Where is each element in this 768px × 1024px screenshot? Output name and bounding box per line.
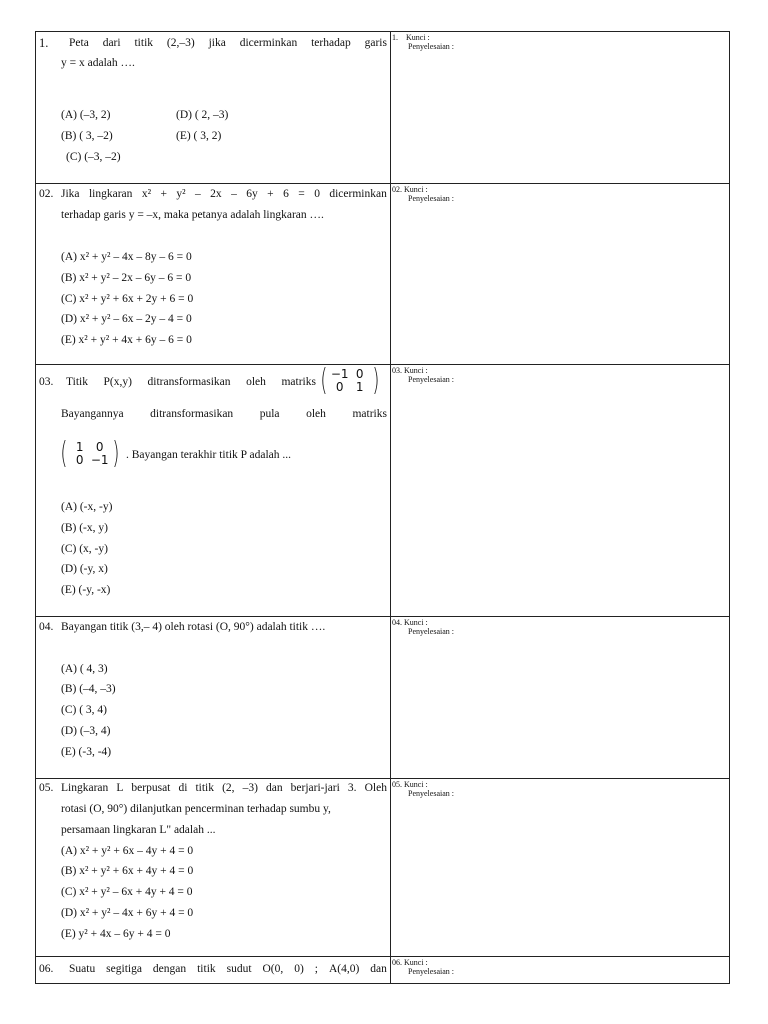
solution-label: Penyelesaian : bbox=[408, 789, 454, 798]
option-b: (B) ( 3, –2) bbox=[61, 130, 113, 142]
question-cell bbox=[36, 32, 391, 183]
answer-number: 05. bbox=[392, 780, 402, 789]
key-label: Kunci : bbox=[406, 33, 430, 42]
option-e: (E) ( 3, 2) bbox=[176, 130, 222, 142]
question-table bbox=[35, 31, 730, 984]
option-c: (C) x² + y² – 6x + 4y + 4 = 0 bbox=[61, 886, 193, 898]
matrix-cell: 1 bbox=[355, 380, 364, 394]
answer-cell bbox=[391, 957, 729, 984]
question-row bbox=[36, 778, 729, 956]
option-e: (E) x² + y² + 4x + 6y – 6 = 0 bbox=[61, 334, 192, 346]
matrix-cell: 0 bbox=[335, 380, 344, 394]
matrix-cell: 1 bbox=[75, 440, 84, 454]
option-d: (D) (–3, 4) bbox=[61, 725, 111, 737]
question-text: y = x adalah …. bbox=[61, 57, 135, 69]
question-row bbox=[36, 183, 729, 364]
question-number: 06. bbox=[39, 963, 54, 975]
question-text: Titik P(x,y) ditransformasikan oleh matriks bbox=[66, 376, 316, 388]
question-number: 04. bbox=[39, 621, 54, 633]
matrix-2: ( 1 0 0 −1 ) bbox=[60, 436, 120, 471]
question-text: . Bayangan terakhir titik P adalah ... bbox=[126, 449, 291, 461]
option-c: (C) (–3, –2) bbox=[66, 151, 121, 163]
option-d: (D) ( 2, –3) bbox=[176, 109, 229, 121]
question-number: 05. bbox=[39, 782, 54, 794]
question-text: Lingkaran L berpusat di titik (2, –3) dan berjari-jari 3. Oleh bbox=[61, 782, 387, 794]
question-cell bbox=[36, 617, 391, 778]
question-row bbox=[36, 364, 729, 616]
solution-label: Penyelesaian : bbox=[408, 42, 454, 51]
answer-number: 06. bbox=[392, 958, 402, 967]
option-b: (B) x² + y² + 6x + 4y + 4 = 0 bbox=[61, 865, 194, 877]
question-row bbox=[36, 956, 729, 984]
solution-label: Penyelesaian : bbox=[408, 967, 454, 976]
question-text: Bayangannya ditransformasikan pula oleh matriks bbox=[61, 408, 387, 420]
question-text: terhadap garis y = –x, maka petanya adalah lingkaran …. bbox=[61, 209, 324, 221]
option-c: (C) x² + y² + 6x + 2y + 6 = 0 bbox=[61, 293, 194, 305]
question-row bbox=[36, 32, 729, 183]
question-row bbox=[36, 616, 729, 778]
option-b: (B) (–4, –3) bbox=[61, 683, 116, 695]
answer-number: 1. bbox=[392, 33, 398, 42]
answer-cell bbox=[391, 617, 729, 778]
option-e: (E) (-3, -4) bbox=[61, 746, 112, 758]
matrix-cell: 0 bbox=[95, 440, 104, 454]
matrix-cell: −1 bbox=[90, 453, 109, 467]
matrix-cell: 0 bbox=[355, 367, 364, 381]
question-number: 1. bbox=[39, 36, 49, 50]
key-label: Kunci : bbox=[404, 780, 428, 789]
question-text: rotasi (O, 90°) dilanjutkan pencerminan terhadap sumbu y, bbox=[61, 803, 331, 815]
answer-cell bbox=[391, 32, 729, 183]
matrix-1: ( −1 0 0 1 ) bbox=[320, 363, 380, 398]
answer-number: 02. bbox=[392, 185, 402, 194]
option-a: (A) (–3, 2) bbox=[61, 109, 111, 121]
matrix-cell: −1 bbox=[330, 367, 349, 381]
option-e: (E) (-y, -x) bbox=[61, 584, 111, 596]
key-label: Kunci : bbox=[404, 185, 428, 194]
option-c: (C) (x, -y) bbox=[61, 543, 108, 555]
option-c: (C) ( 3, 4) bbox=[61, 704, 107, 716]
question-text: Suatu segitiga dengan titik sudut O(0, 0) ; A(4,0) dan bbox=[69, 963, 387, 975]
question-cell bbox=[36, 365, 391, 616]
option-b: (B) x² + y² – 2x – 6y – 6 = 0 bbox=[61, 272, 192, 284]
question-cell bbox=[36, 957, 391, 984]
question-cell bbox=[36, 184, 391, 364]
key-label: Kunci : bbox=[404, 366, 428, 375]
solution-label: Penyelesaian : bbox=[408, 375, 454, 384]
answer-cell bbox=[391, 184, 729, 364]
question-text: Peta dari titik (2,–3) jika dicerminkan terhadap garis bbox=[69, 37, 387, 49]
question-text: Bayangan titik (3,– 4) oleh rotasi (O, 90°) adalah titik …. bbox=[61, 621, 326, 633]
answer-number: 03. bbox=[392, 366, 402, 375]
option-a: (A) x² + y² – 4x – 8y – 6 = 0 bbox=[61, 251, 192, 263]
solution-label: Penyelesaian : bbox=[408, 627, 454, 636]
option-d: (D) (-y, x) bbox=[61, 563, 108, 575]
solution-label: Penyelesaian : bbox=[408, 194, 454, 203]
question-text: persamaan lingkaran L" adalah ... bbox=[61, 824, 216, 836]
question-number: 02. bbox=[39, 188, 54, 200]
question-number: 03. bbox=[39, 376, 54, 388]
answer-cell bbox=[391, 779, 729, 956]
option-d: (D) x² + y² – 6x – 2y – 4 = 0 bbox=[61, 313, 192, 325]
matrix-cell: 0 bbox=[75, 453, 84, 467]
question-text: Jika lingkaran x² + y² – 2x – 6y + 6 = 0 dicerminkan bbox=[61, 188, 387, 200]
key-label: Kunci : bbox=[404, 618, 428, 627]
option-a: (A) ( 4, 3) bbox=[61, 663, 108, 675]
question-cell bbox=[36, 779, 391, 956]
option-b: (B) (-x, y) bbox=[61, 522, 108, 534]
answer-number: 04. bbox=[392, 618, 402, 627]
key-label: Kunci : bbox=[404, 958, 428, 967]
option-a: (A) (-x, -y) bbox=[61, 501, 113, 513]
option-d: (D) x² + y² – 4x + 6y + 4 = 0 bbox=[61, 907, 194, 919]
option-a: (A) x² + y² + 6x – 4y + 4 = 0 bbox=[61, 845, 194, 857]
answer-cell bbox=[391, 365, 729, 616]
option-e: (E) y² + 4x – 6y + 4 = 0 bbox=[61, 928, 171, 940]
